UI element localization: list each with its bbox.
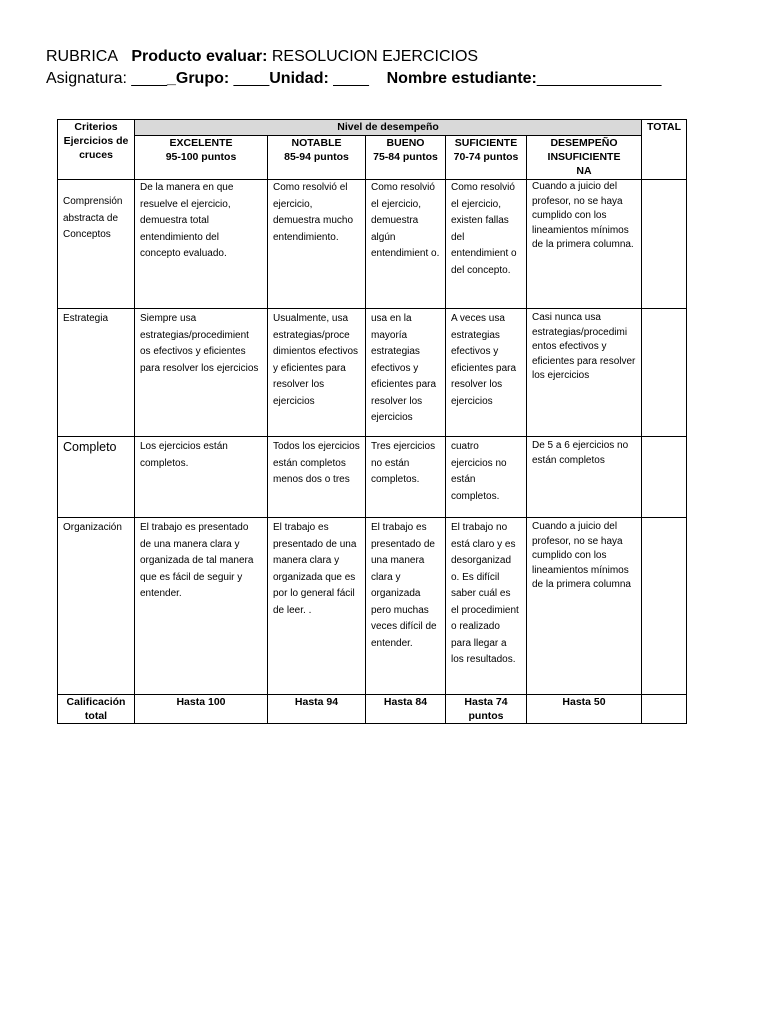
rubric-cell: Usualmente, usa estrategias/proce dimientos efectivos y eficientes para resolver los ejercicios [268, 309, 366, 437]
rubric-cell: El trabajo es presentado de una manera clara y organizada pero muchas veces difícil de entender. [366, 518, 446, 695]
criterion-cell: Completo [58, 437, 135, 518]
level-name: SUFICIENTE [454, 137, 518, 149]
unidad-blank: ____ [328, 70, 369, 87]
total-cell[interactable] [642, 518, 687, 695]
level-name: NOTABLE [291, 137, 342, 149]
footer-row [58, 695, 687, 724]
rubric-table [57, 119, 687, 724]
grupo-blank: ____ [229, 70, 270, 87]
producto-value: RESOLUCION EJERCICIOS [271, 48, 479, 65]
rubric-cell: De 5 a 6 ejercicios no están completos [527, 437, 642, 518]
rubric-cell: Siempre usa estrategias/procedimient os efectivos y eficientes para resolver los ejercicios [135, 309, 268, 437]
total-cell[interactable] [642, 695, 687, 724]
level-range: 95-100 puntos [165, 151, 237, 163]
rubric-cell: Cuando a juicio del profesor, no se haya cumplido con los lineamientos mínimos de la primera columna. [527, 180, 642, 309]
rubric-cell: El trabajo es presentado de una manera clara y organizada que es por lo general fácil de leer. . [268, 518, 366, 695]
rubric-cell: Casi nunca usa estrategias/procedimi entos efectivos y eficientes para resolver los ejercicios [527, 309, 642, 437]
total-cell[interactable] [642, 437, 687, 518]
level-name: BUENO [386, 137, 425, 149]
rubric-cell: usa en la mayoría estrategias efectivos y eficientes para resolver los ejercicios [366, 309, 446, 437]
nombre-blank: ______________ [536, 70, 662, 87]
header-row [58, 120, 687, 136]
level-header-insuficiente [527, 136, 642, 180]
producto-label: Producto evaluar: [131, 48, 268, 65]
rubric-cell: A veces usa estrategias efectivos y eficientes para resolver los ejercicios [446, 309, 527, 437]
total-header: TOTAL [642, 120, 687, 180]
level-range: 85-94 puntos [284, 151, 349, 163]
level-range: NA [576, 165, 592, 177]
level-name: EXCELENTE [169, 137, 233, 149]
level-header-suficiente [446, 136, 527, 180]
rubric-cell: Como resolvió el ejercicio, demuestra mucho entendimiento. [268, 180, 366, 309]
footer-label: Calificación total [58, 695, 135, 724]
criterion-cell: Organización [58, 518, 135, 695]
grupo-label: _Grupo: [166, 70, 230, 87]
level-name: DESEMPEÑO INSUFICIENTE [547, 137, 621, 163]
rubric-cell: cuatro ejercicios no están completos. [446, 437, 527, 518]
rubric-cell: Como resolvió el ejercicio, demuestra algún entendimient o. [366, 180, 446, 309]
table-row [58, 309, 687, 437]
header-line-1 [46, 48, 478, 66]
level-range: 75-84 puntos [373, 151, 438, 163]
header-line-2 [46, 70, 661, 88]
rubric-cell: Los ejercicios están completos. [135, 437, 268, 518]
criterion-cell: Comprensión abstracta de Conceptos [58, 180, 135, 309]
criterios-header: Criterios Ejercicios de cruces [58, 120, 135, 180]
footer-value: Hasta 100 [135, 695, 268, 724]
footer-value: Hasta 94 [268, 695, 366, 724]
table-row [58, 437, 687, 518]
rubric-cell: Todos los ejercicios están completos menos dos o tres [268, 437, 366, 518]
level-header-bueno [366, 136, 446, 180]
table-row [58, 180, 687, 309]
table-row [58, 518, 687, 695]
level-header-notable [268, 136, 366, 180]
rubric-cell: El trabajo es presentado de una manera clara y organizada de tal manera que es fácil de seguir y entender. [135, 518, 268, 695]
rubric-cell: Tres ejercicios no están completos. [366, 437, 446, 518]
nombre-label: Nombre estudiante: [386, 70, 537, 87]
asignatura-label: Asignatura: ____ [46, 70, 167, 87]
footer-value: Hasta 84 [366, 695, 446, 724]
footer-value: Hasta 74 puntos [446, 695, 527, 724]
rubric-cell: Cuando a juicio del profesor, no se haya cumplido con los lineamientos mínimos de la primera columna [527, 518, 642, 695]
total-cell[interactable] [642, 180, 687, 309]
rubrica-title: RUBRICA [46, 48, 119, 65]
nivel-header: Nivel de desempeño [135, 120, 642, 136]
unidad-label: Unidad: [269, 70, 329, 87]
levels-row [58, 136, 687, 180]
total-cell[interactable] [642, 309, 687, 437]
rubric-cell: El trabajo no está claro y es desorganizad o. Es difícil saber cuál es el procedimient o realizado para llegar a los resultados. [446, 518, 527, 695]
rubric-cell: Como resolvió el ejercicio, existen fallas del entendimient o del concepto. [446, 180, 527, 309]
rubric-cell: De la manera en que resuelve el ejercicio, demuestra total entendimiento del concepto evaluado. [135, 180, 268, 309]
criterion-cell: Estrategia [58, 309, 135, 437]
level-header-excelente [135, 136, 268, 180]
level-range: 70-74 puntos [453, 151, 519, 163]
footer-value: Hasta 50 [527, 695, 642, 724]
